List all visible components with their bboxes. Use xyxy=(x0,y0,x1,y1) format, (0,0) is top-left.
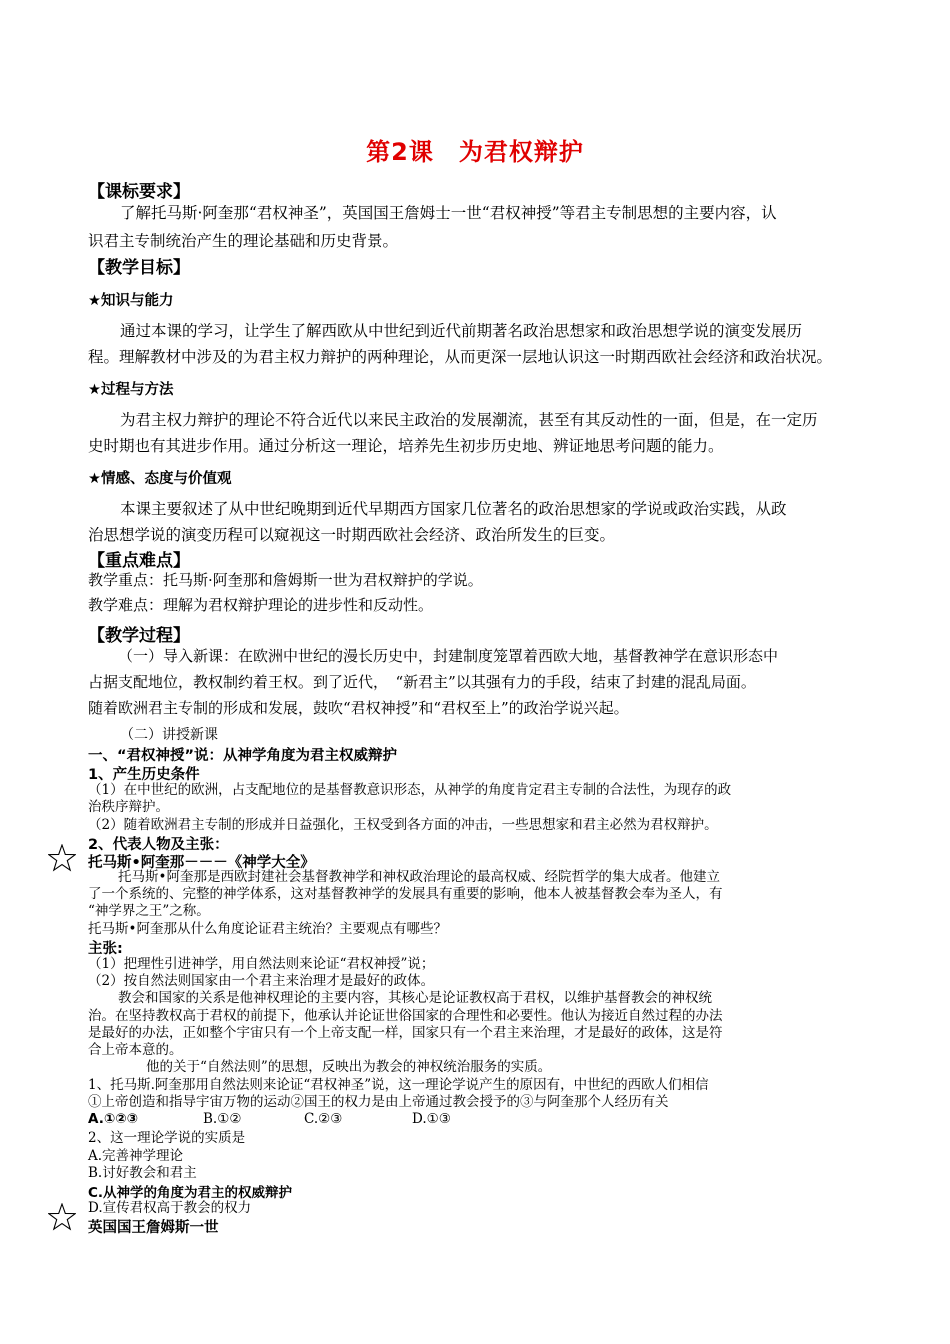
q1-line-2: ①上帝创造和指导宇宙万物的运动②国王的权力是由上帝通过教会授予的③与阿奎那个人经历有关 xyxy=(88,1094,669,1110)
natural-law-line: 他的关于“自然法则”的思想，反映出为教会的神权统治服务的实质。 xyxy=(146,1059,552,1075)
subheading-guocheng: ★过程与方法 xyxy=(88,382,174,398)
subheading-qinggan: ★情感、态度与价值观 xyxy=(88,471,232,487)
guocheng-line-2: 史时期也有其进步作用。通过分析这一理论，培养先生初步历史地、辨证地思考问题的能力。 xyxy=(88,437,724,455)
part1-p1-line-2: 治秩序辩护。 xyxy=(88,799,169,815)
star-outline-icon xyxy=(48,1203,76,1231)
kebiao-line-2: 识君主专制统治产生的理论基础和历史背景。 xyxy=(88,232,399,250)
intro-line-1: （一）导入新课：在欧洲中世纪的漫长历史中，封建制度笼罩着西欧大地，基督教神学在意识形态中 xyxy=(118,647,779,665)
zhishi-line-2: 程。理解教材中涉及的为君主权力辩护的两种理论，从而更深一层地认识这一时期西欧社会经济和政治状况。 xyxy=(88,348,833,366)
section-heading-jiaoxue-guocheng: 【教学过程】 xyxy=(88,626,190,646)
q1-option-a: A.①②③ xyxy=(88,1111,139,1127)
q2-option-a: A.完善神学理论 xyxy=(88,1148,184,1164)
part1-p1-line-1: （1）在中世纪的欧洲，占支配地位的是基督教意识形态，从神学的角度肯定君主专制的合法性，为现存的政 xyxy=(88,782,732,798)
q2-stem: 2、这一理论学说的实质是 xyxy=(88,1130,246,1146)
james-heading: 英国国王詹姆斯一世 xyxy=(88,1220,219,1236)
zhuzhang-item-1: （1）把理性引进神学，用自然法则来论证“君权神授”说； xyxy=(88,956,435,972)
part1-sub1: 1、产生历史条件 xyxy=(88,767,200,783)
q1-option-d: D.①③ xyxy=(412,1111,451,1127)
zhishi-line-1: 通过本课的学习，让学生了解西欧从中世纪到近代前期著名政治思想家和政治思想学说的演变发展历 xyxy=(120,322,803,340)
zhongdian-line-2: 教学难点：理解为君权辩护理论的进步性和反动性。 xyxy=(88,596,434,614)
church-line-1: 教会和国家的关系是他神权理论的主要内容，其核心是论证教权高于君权，以维护基督教会的神权统 xyxy=(118,990,712,1006)
section-heading-mubiao: 【教学目标】 xyxy=(88,258,190,278)
q1-option-c: C.②③ xyxy=(304,1111,343,1127)
zhongdian-line-1: 教学重点：托马斯·阿奎那和詹姆斯一世为君权辩护的学说。 xyxy=(88,571,483,589)
church-line-3: 是最好的办法，正如整个宇宙只有一个上帝支配一样，国家只有一个君主来治理，才是最好的政体，这是符 xyxy=(88,1025,723,1041)
q2-option-b: B.讨好教会和君主 xyxy=(88,1165,197,1181)
section-heading-kebiao: 【课标要求】 xyxy=(88,182,190,202)
star-outline-icon xyxy=(48,844,76,872)
aquinas-heading: 托马斯•阿奎那－－－《神学大全》 xyxy=(88,855,315,871)
zhuzhang-heading: 主张: xyxy=(88,941,123,957)
section-heading-zhongdian: 【重点难点】 xyxy=(88,551,190,571)
part1-heading: 一、“君权神授”说：从神学角度为君主权威辩护 xyxy=(88,748,398,764)
aquinas-question: 托马斯•阿奎那从什么角度论证君主统治？主要观点有哪些？ xyxy=(88,921,447,937)
aquinas-line-1: 托马斯•阿奎那是西欧封建社会基督教神学和神权政治理论的最高权威、经院哲学的集大成者。他建立 xyxy=(118,869,720,885)
church-line-2: 治。在坚持教权高于君权的前提下，他承认并论证世俗国家的合理性和必要性。他认为接近自然过程的办法 xyxy=(88,1008,723,1024)
q1-line-1: 1、托马斯.阿奎那用自然法则来论证“君权神圣”说，这一理论学说产生的原因有，中世纪的西欧人们相信 xyxy=(88,1077,709,1093)
aquinas-line-3: “神学界之王”之称。 xyxy=(88,903,210,919)
aquinas-line-2: 了一个系统的、完整的神学体系，这对基督教神学的发展具有重要的影响，他本人被基督教会奉为圣人，有 xyxy=(88,886,723,902)
q2-option-d: D.宣传君权高于教会的权力 xyxy=(88,1200,252,1216)
part1-sub2: 2、代表人物及主张： xyxy=(88,837,229,853)
intro-line-3: 随着欧洲君主专制的形成和发展，鼓吹“君权神授”和“君权至上”的政治学说兴起。 xyxy=(88,699,629,717)
page-title: 第2课 为君权辩护 xyxy=(366,138,584,166)
intro-line-2: 占据支配地位，教权制约着王权。到了近代， “新君主”以其强有力的手段，结束了封建的混乱局面。 xyxy=(88,673,756,691)
church-line-4: 合上帝本意的。 xyxy=(88,1042,183,1058)
q2-option-c: C.从神学的角度为君主的权威辩护 xyxy=(88,1185,293,1201)
q1-option-b: B.①② xyxy=(203,1111,242,1127)
qinggan-line-1: 本课主要叙述了从中世纪晚期到近代早期西方国家几位著名的政治思想家的学说或政治实践，从政 xyxy=(120,500,787,518)
guocheng-line-1: 为君主权力辩护的理论不符合近代以来民主政治的发展潮流，甚至有其反动性的一面，但是，在一定历 xyxy=(120,411,818,429)
kebiao-line-1: 了解托马斯·阿奎那“君权神圣”，英国国王詹姆士一世“君权神授”等君主专制思想的主要内容，认 xyxy=(120,204,777,222)
part1-p2: （2）随着欧洲君主专制的形成并日益强化，王权受到各方面的冲击，一些思想家和君主必然为君权辩护。 xyxy=(88,817,718,833)
zhuzhang-item-2: （2）按自然法则国家由一个君主来治理才是最好的政体。 xyxy=(88,973,435,989)
jiangshou-label: （二）讲授新课 xyxy=(120,727,218,743)
qinggan-line-2: 治思想学说的演变历程可以窥视这一时期西欧社会经济、政治所发生的巨变。 xyxy=(88,526,616,544)
subheading-zhishi: ★知识与能力 xyxy=(88,293,174,309)
